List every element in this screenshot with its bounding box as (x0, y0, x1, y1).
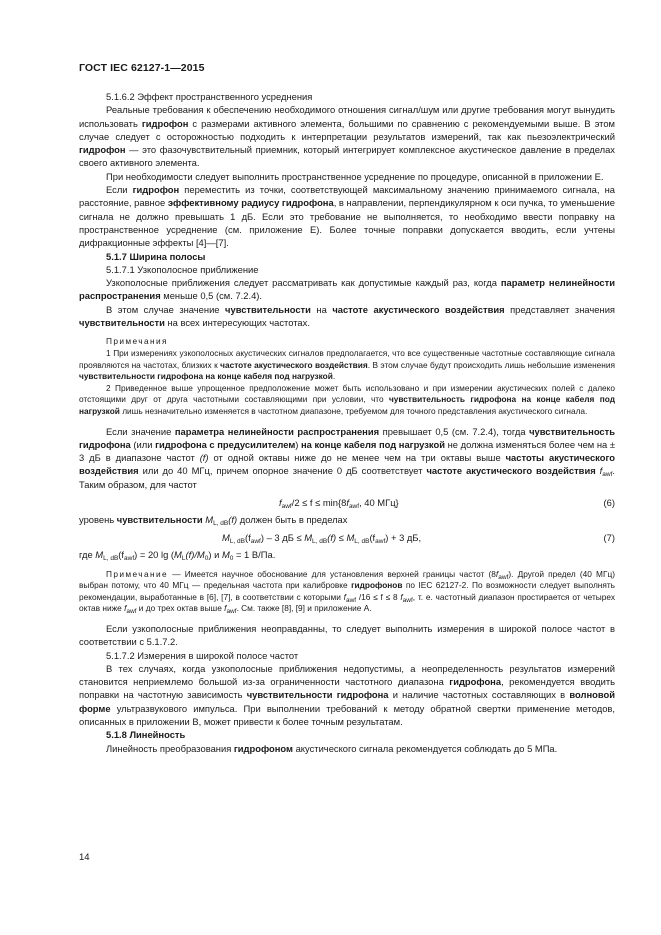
paragraph: Реальные требования к обеспечению необходимого отношения сигнал/шум или другие требования могут вынудить использовать гидрофон с размерами активного элемента, большими по сравнению с рекомендуемыми выше. В этом случае следует с осторожностью подходить к интерпретации результатов измерений, так как пьезоэлектрический гидрофон — это фазочувствительный приемник, который интегрирует комплексное акустическое давление в пределах своего активного элемента. (79, 104, 616, 169)
formula-7 (79, 528, 615, 548)
note-2: 2 Приведенное выше упрощенное предположение может быть использовано и при измерении акустических полей с далеко отстоящими друг от друга частотными составляющими при условии, что чувствительность гидрофона на конце кабеля под нагрузкой лишь незначительно изменяется в частотном диапазоне, требуемом для точного представления акустического сигнала. (79, 382, 615, 416)
paragraph: Если узкополосные приближения неоправданны, то следует выполнить измерения в широкой полосе частот в соответствии с 5.1.7.2. (79, 622, 615, 648)
paragraph: Если гидрофон переместить из точки, соответствующей максимальному значению принимаемого сигнала, на расстояние, равное эффективному радиусу гидрофона, в направлении, перпендикулярном к оси пучка, то уменьшение сигнала не должно превышать 1 дБ. Если это требование не выполняется, то необходимо ввести поправку на пространственное усреднение (см. приложение Е). Более точные поправки допускается вводить, если учтены дифракционные эффекты [4]—[7]. (79, 184, 615, 249)
formula-6-number: (6) (603, 496, 615, 508)
note-3: Примечание — Имеется научное обоснование для установления верхней границы частот $(8f_{awf})$. Другой предел (40 МГц) выбран потому, что 40 МГц — предельная частота при калибровке гидрофонов по IEC 62127-2. По возможности следует выполнять рекомендации, выработанные в [6], [7], в соответствии с которыми $f_{awf}$ /16 ≤ f ≤ 8 $f_{awf}$, т. е. частотный диапазон простирается от четырех октав ниже $f_{awf}$ и до трех октав выше $f_{awf}$. См. также [8], [9] и приложение А. (79, 568, 615, 616)
formula-7-number: (7) (603, 532, 615, 544)
paragraph: Если значение параметра нелинейности распространения превышает 0,5 (см. 7.2.4), тогда чувствительность гидрофона (или гидрофона с предусилителем) на конце кабеля под нагрузкой не должна изменяться более чем на ± 3 дБ в диапазоне частот (f) от одной октавы ниже до не менее чем на три октавы выше частоты акустического воздействия или до 40 МГц, причем опорное значение 0 дБ соответствует частоте акустического воздействия $f_{awf}$. Таким образом, для частот (79, 425, 616, 490)
paragraph: При необходимости следует выполнить пространственное усреднение по процедуре, описанной в приложении Е. (106, 170, 604, 182)
subsection-heading-5-1-7-2: 5.1.7.2 Измерения в широкой полосе частот (106, 649, 299, 661)
formula-6-expression: $f_{awf}/2 \le f \le \min\{8f_{awf}$, 40 МГц} (279, 496, 399, 510)
formula-6 (79, 493, 615, 513)
formula-legend: где $M_{L, dB}(f_{awf}) = 20$ $\lg (M_L(f)/M_0)$ и $M_0 = 1$ В/Па. (79, 549, 276, 563)
paragraph: Узкополосные приближения следует рассматривать как допустимые каждый раз, когда параметр нелинейности распространения меньше 0,5 (см. 7.2.4). (79, 277, 616, 302)
paragraph: В этом случае значение чувствительности на частоте акустического воздействия представляет значения чувствительности на всех интересующих частотах. (79, 303, 616, 329)
paragraph: Линейность преобразования гидрофоном акустического сигнала рекомендуется соблюдать до 5 МПа. (106, 742, 558, 754)
section-heading-5-1-6-2: 5.1.6.2 Эффект пространственного усреднения (106, 91, 313, 102)
formula-7-expression: $M_{L, dB}(f_{awf}) - 3$ дБ ≤ $M_{L, dB}(f) \le M_{L, dB}(f_{awf}) + 3$ дБ, (222, 532, 422, 546)
subsection-heading-5-1-7-1: 5.1.7.1 Узкополосное приближение (106, 263, 259, 275)
notes-title: Примечания (106, 336, 168, 347)
section-heading-5-1-8: 5.1.8 Линейность (106, 729, 186, 741)
note-1: 1 При измерениях узкополосных акустических сигналов предполагается, что все существенные частотные составляющие сигнала проявляются на частотах, близких к частоте акустического воздействия. В этом случае будут происходить лишь небольшие изменения чувствительности гидрофона на конце кабеля под нагрузкой. (79, 347, 616, 382)
paragraph: уровень чувствительности $M_{L, dB}(f)$ должен быть в пределах (79, 513, 348, 527)
paragraph: В тех случаях, когда узкополосные приближения недопустимы, а неопределенность результатов измерений становится неприемлемо большой из-за ограниченности частотного диапазона гидрофона, рекомендуется вводить поправки на частотную зависимость чувствительности гидрофона и наличие частотных составляющих в волновой форме ультразвукового импульса. При выполнении требований к методу обратной свертки применение методов, описанных в приложении В, может привести к более точным результатам. (79, 662, 616, 728)
document-body (79, 90, 615, 755)
document-header: ГОСТ IEC 62127-1—2015 (79, 62, 205, 74)
section-heading-5-1-7: 5.1.7 Ширина полосы (106, 250, 206, 262)
page-number: 14 (79, 852, 90, 863)
